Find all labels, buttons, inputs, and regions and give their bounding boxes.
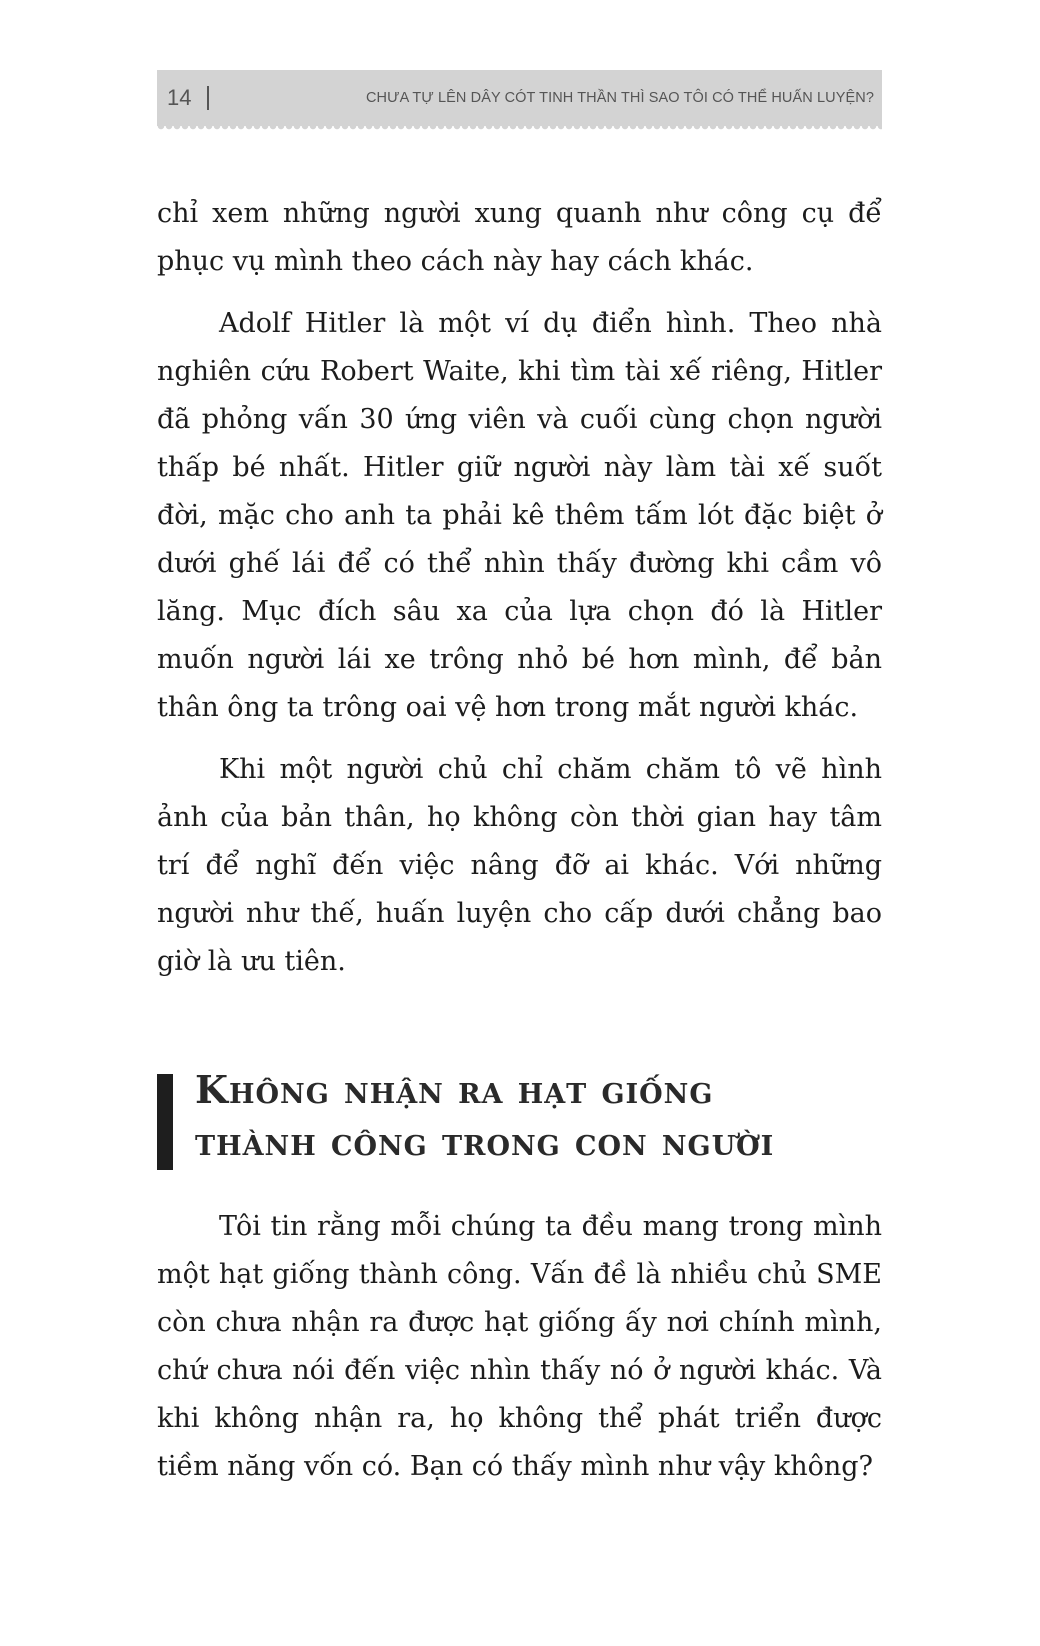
page-number: 14 xyxy=(167,85,192,110)
section-title-line-2: thành công trong con người xyxy=(195,1119,775,1164)
header-divider xyxy=(207,86,209,110)
section-heading-bar xyxy=(157,1074,173,1170)
paragraph-self-image: Khi một người chủ chỉ chăm chăm tô vẽ hình ảnh của bản thân, họ không còn thời gian hay tâm trí để nghĩ đến việc nâng đỡ ai khác. Với những người như thế, huấn luyện cho cấp dưới chẳng bao giờ là ưu tiên. xyxy=(157,754,882,977)
paragraph-continuation: chỉ xem những người xung quanh như công cụ để phục vụ mình theo cách này hay cách khác. xyxy=(157,198,882,277)
paragraph-hitler-example: Adolf Hitler là một ví dụ điển hình. Theo nhà nghiên cứu Robert Waite, khi tìm tài xế riêng, Hitler đã phỏng vấn 30 ứng viên và cuối cùng chọn người thấp bé nhất. Hitler giữ người này làm tài xế suốt đời, mặc cho anh ta phải kê thêm tấm lót đặc biệt ở dưới ghế lái để có thể nhìn thấy đường khi cầm vô lăng. Mục đích sâu xa của lựa chọn đó là Hitler muốn người lái xe trông nhỏ bé hơn mình, để bản thân ông ta trông oai vệ hơn trong mắt người khác. xyxy=(157,308,882,723)
running-header xyxy=(157,70,882,126)
section-title xyxy=(195,1064,885,1168)
running-title: CHƯA TỰ LÊN DÂY CÓT TINH THẦN THÌ SAO TÔI CÓ THỂ HUẤN LUYỆN? xyxy=(365,90,874,106)
section-heading xyxy=(157,1062,882,1178)
section-title-line-1: Không nhận ra hạt giống xyxy=(195,1067,714,1112)
paragraph-seed-of-success: Tôi tin rằng mỗi chúng ta đều mang trong mình một hạt giống thành công. Vấn đề là nhiều chủ SME còn chưa nhận ra được hạt giống ấy nơi chính mình, chứ chưa nói đến việc nhìn thấy nó ở người khác. Và khi không nhận ra, họ không thể phát triển được tiềm năng vốn có. Bạn có thấy mình như vậy không? xyxy=(157,1211,882,1482)
